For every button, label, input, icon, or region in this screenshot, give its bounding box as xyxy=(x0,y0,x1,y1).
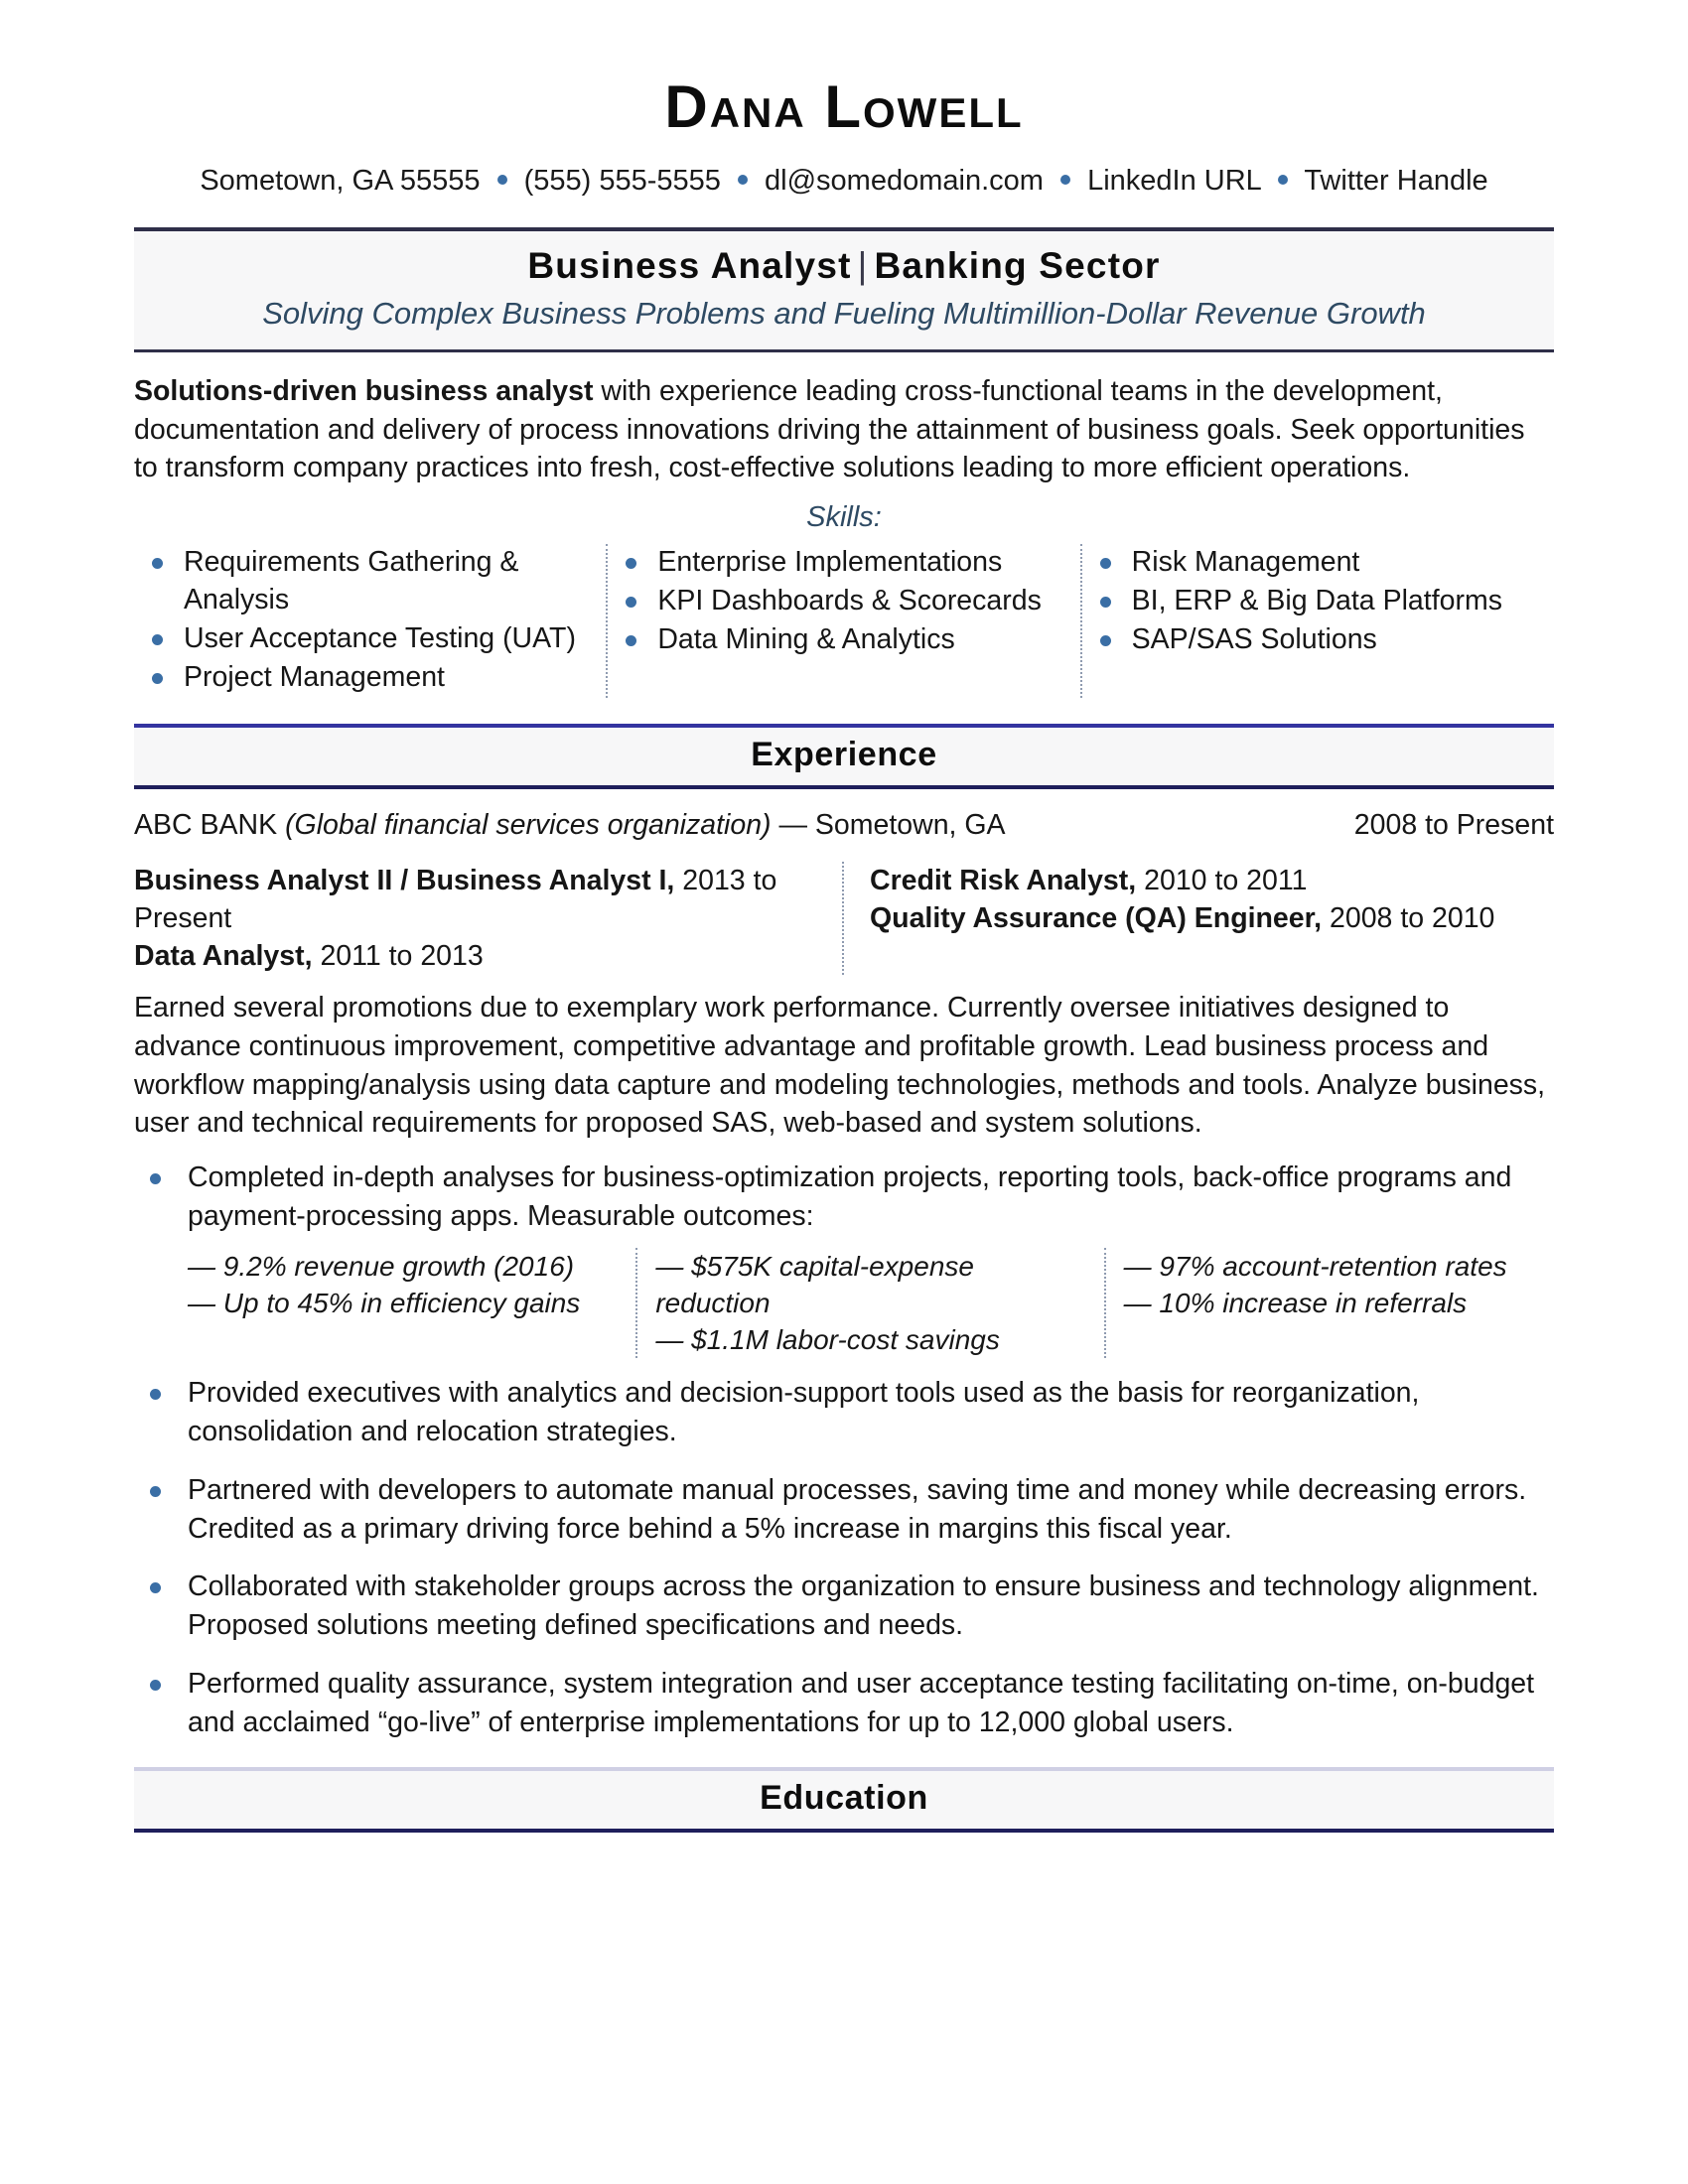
skill-item: KPI Dashboards & Scorecards xyxy=(612,583,1061,620)
role-dates: 2013 to Present xyxy=(134,864,777,934)
role-entry xyxy=(134,937,818,975)
role-narrative: Earned several promotions due to exemplary work performance. Currently oversee initiatives designed to advance continuous improvement, competitive advantage and profitable growth. Lead business process and workflow mapping/analysis using data capture and modeling technologies, methods and tools. Analyze business, user and technical requirements for proposed SAS, web-based and system solutions. xyxy=(134,992,1546,1140)
skills-label: Skills: xyxy=(806,501,882,534)
skill-item: BI, ERP & Big Data Platforms xyxy=(1086,583,1536,620)
metric-item: — 97% account-retention rates xyxy=(1123,1250,1507,1282)
achievement-item: Completed in-depth analyses for business-optimization projects, reporting tools, back-office programs and payment-processing apps. Measurable outcomes: xyxy=(134,1159,1554,1236)
skill-item: Data Mining & Analytics xyxy=(612,621,1061,659)
section-title: Experience xyxy=(751,735,937,773)
contact-email[interactable]: dl@somedomain.com xyxy=(765,165,1044,197)
achievement-item: Partnered with developers to automate manual processes, saving time and money while decreasing errors. Credited as a primary driving force behind a 5% increase in margins this fiscal year. xyxy=(134,1471,1554,1549)
skill-item: Requirements Gathering & Analysis xyxy=(138,544,588,619)
skills-column-2 xyxy=(608,544,1081,698)
section-header-education xyxy=(134,1767,1554,1833)
skill-item: Enterprise Implementations xyxy=(612,544,1061,582)
role-dates: 2011 to 2013 xyxy=(320,940,484,973)
company-row xyxy=(134,807,1554,844)
achievement-list-continued xyxy=(134,1374,1554,1741)
target-job-title xyxy=(154,243,1534,289)
title-banner xyxy=(134,227,1554,352)
roles-columns xyxy=(134,862,1554,976)
separator-dot-icon xyxy=(1278,175,1288,185)
role-title: Business Analyst II / Business Analyst I, xyxy=(134,864,675,896)
role-title: Credit Risk Analyst, xyxy=(870,864,1137,896)
summary-body: with experience leading cross-functional teams in the development, documentation and delivery of process innovations driving the attainment of business goals. Seek opportunities to transform company practices into fresh, cost-effective solutions leading to more efficient operations. xyxy=(134,374,1525,484)
professional-tagline: Solving Complex Business Problems and Fueling Multimillion-Dollar Revenue Growth xyxy=(262,296,1426,332)
metrics-columns xyxy=(188,1248,1554,1359)
contact-line xyxy=(134,137,1554,200)
company-name-block xyxy=(134,807,1354,844)
metrics-column-2 xyxy=(637,1248,1105,1359)
metric-item: — 9.2% revenue growth (2016) xyxy=(188,1250,575,1282)
role-entry xyxy=(134,862,818,937)
roles-column-left xyxy=(134,862,844,976)
metric-item: — Up to 45% in efficiency gains xyxy=(188,1287,581,1318)
summary-lead-in: Solutions-driven business analyst xyxy=(134,374,594,407)
roles-column-right xyxy=(844,862,1554,976)
company-dates: 2008 to Present xyxy=(1353,808,1554,841)
skill-item: User Acceptance Testing (UAT) xyxy=(138,620,588,658)
contact-twitter[interactable]: Twitter Handle xyxy=(1304,165,1488,197)
role-entry xyxy=(870,862,1554,899)
job-title-sector: Banking Sector xyxy=(874,245,1161,287)
skills-column-3 xyxy=(1082,544,1554,698)
role-dates: 2008 to 2010 xyxy=(1330,901,1495,934)
company-descriptor: (Global financial services organization) xyxy=(285,808,772,841)
contact-linkedin[interactable]: LinkedIn URL xyxy=(1087,165,1261,197)
achievement-item: Provided executives with analytics and decision-support tools used as the basis for reorganization, consolidation and relocation strategies. xyxy=(134,1374,1554,1451)
skill-item: Project Management xyxy=(138,659,588,697)
metrics-column-3 xyxy=(1106,1248,1554,1359)
metric-item: — $1.1M labor-cost savings xyxy=(655,1324,1000,1356)
job-title-divider: | xyxy=(857,245,869,287)
metric-item: — $575K capital-expense reduction xyxy=(655,1250,974,1318)
contact-location: Sometown, GA 55555 xyxy=(200,165,481,197)
role-title: Quality Assurance (QA) Engineer, xyxy=(870,901,1323,934)
professional-summary xyxy=(134,372,1554,487)
contact-phone: (555) 555-5555 xyxy=(523,165,721,197)
separator-dot-icon xyxy=(738,175,748,185)
separator-dot-icon xyxy=(1060,175,1070,185)
section-title: Education xyxy=(760,1779,928,1818)
metric-item: — 10% increase in referrals xyxy=(1123,1287,1468,1318)
role-entry xyxy=(870,899,1554,937)
metrics-column-1 xyxy=(188,1248,637,1359)
role-dates: 2010 to 2011 xyxy=(1144,864,1308,896)
company-name: ABC BANK xyxy=(134,808,278,841)
separator-dot-icon xyxy=(497,175,507,185)
skill-item: SAP/SAS Solutions xyxy=(1086,621,1536,659)
role-title: Data Analyst, xyxy=(134,940,313,973)
company-location: — Sometown, GA xyxy=(778,808,1006,841)
skills-column-1 xyxy=(134,544,608,698)
achievement-item: Collaborated with stakeholder groups across the organization to ensure business and technology alignment. Proposed solutions meeting defined specifications and needs. xyxy=(134,1568,1554,1645)
section-header-experience xyxy=(134,724,1554,789)
achievement-item: Performed quality assurance, system integration and user acceptance testing facilitating on-time, on-budget and acclaimed “go-live” of enterprise implementations for up to 12,000 global users. xyxy=(134,1665,1554,1742)
skills-columns xyxy=(134,544,1554,698)
candidate-name: Dana Lowell xyxy=(664,73,1024,140)
achievement-list xyxy=(134,1159,1554,1236)
job-title-primary: Business Analyst xyxy=(527,245,852,287)
skill-item: Risk Management xyxy=(1086,544,1536,582)
